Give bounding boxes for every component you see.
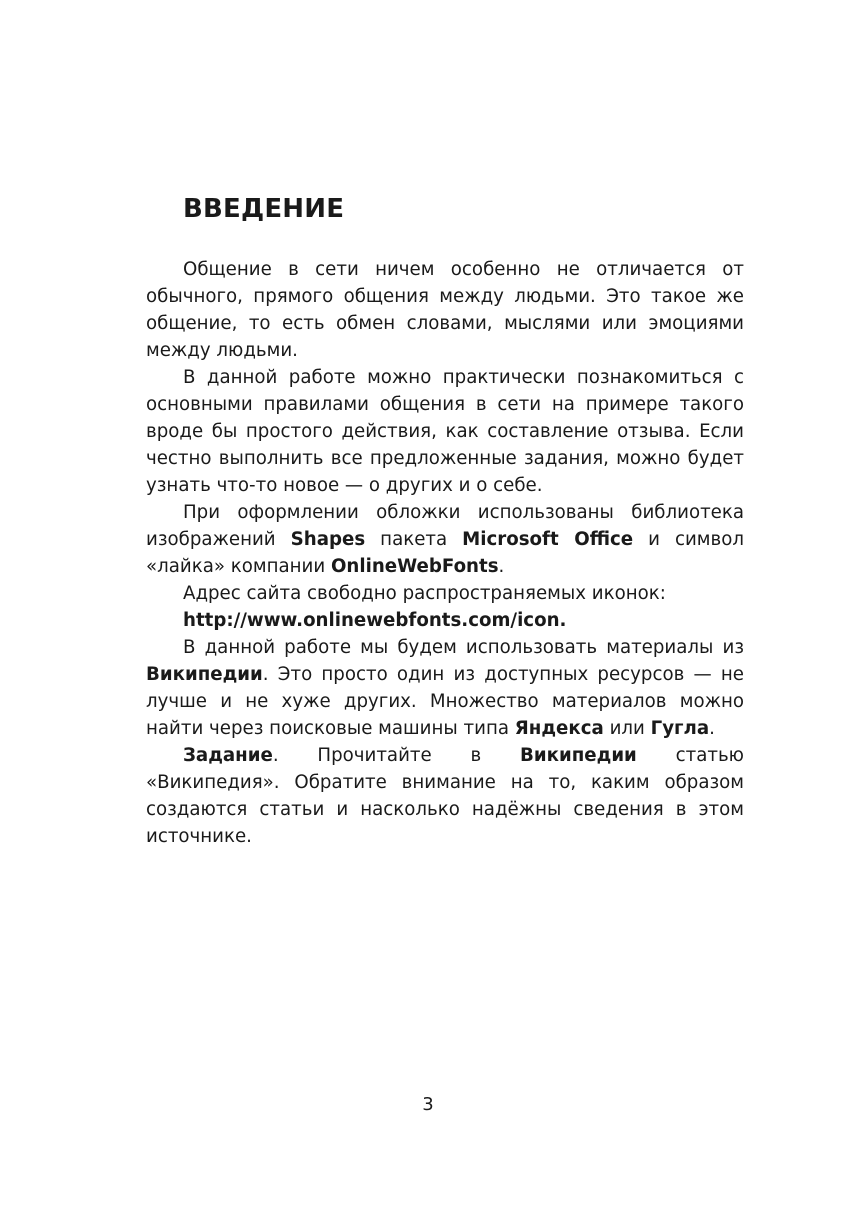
paragraph-intro: Общение в сети ничем особенно не отличается от обычного, прямого общения между людьми. Это такое же общение, то есть обмен словами, мыслями или эмоциями между людьми. [146,259,744,361]
icons-site-url: http://www.onlinewebfonts.com/icon. [183,610,567,631]
cover-credits-text-4: . [498,556,505,577]
wikipedia-text-2: . Это просто один из доступных ресурсов — не лучше и не хуже других. Множество материалов можно найти через поисковые машины типа [146,664,744,739]
wikipedia-text-4: . [709,718,715,739]
shapes-library-name: Shapes [290,529,366,550]
body-text [146,256,744,850]
onlinewebfonts-name: OnlineWebFonts [330,556,499,577]
cover-credits-text-3: и символ «лайка» компании [146,529,744,577]
paragraph-cover-credits [146,499,744,580]
page-number: 3 [422,1094,434,1115]
yandex-name: Яндекса [514,718,604,739]
wikipedia-name: Википедии [146,664,263,685]
task-text-2: статью «Википедия». Обратите внимание на то, каким образом создаются статьи и насколько надёжны сведения в этом источнике. [146,745,744,847]
cover-credits-text-1: При оформлении обложки использованы библиотека изображений [146,502,744,550]
task-text-1: . Прочитайте в [272,745,521,766]
wikipedia-text-3: или [603,718,651,739]
microsoft-office-name: Microsoft Office [462,529,634,550]
cover-credits-text-2: пакета [365,529,463,550]
task-wikipedia-name: Википедии [520,745,637,766]
paragraph-task [146,742,744,850]
task-label: Задание [183,745,273,766]
wikipedia-text-1: В данной работе мы будем использовать материалы из [183,637,744,658]
paragraph-purpose: В данной работе можно практически познакомиться с основными правилами общения в сети на примере такого вроде бы простого действия, как составление отзыва. Если честно выполнить все предложенные задания, можно будет узнать что-то новое — о других и о себе. [146,367,744,496]
paragraph-url [146,607,744,634]
google-name: Гугла [650,718,710,739]
paragraph-icons-site: Адрес сайта свободно распространяемых иконок: [183,583,666,604]
page-title: ВВЕДЕНИЕ [183,194,345,224]
paragraph-wikipedia [146,634,744,742]
